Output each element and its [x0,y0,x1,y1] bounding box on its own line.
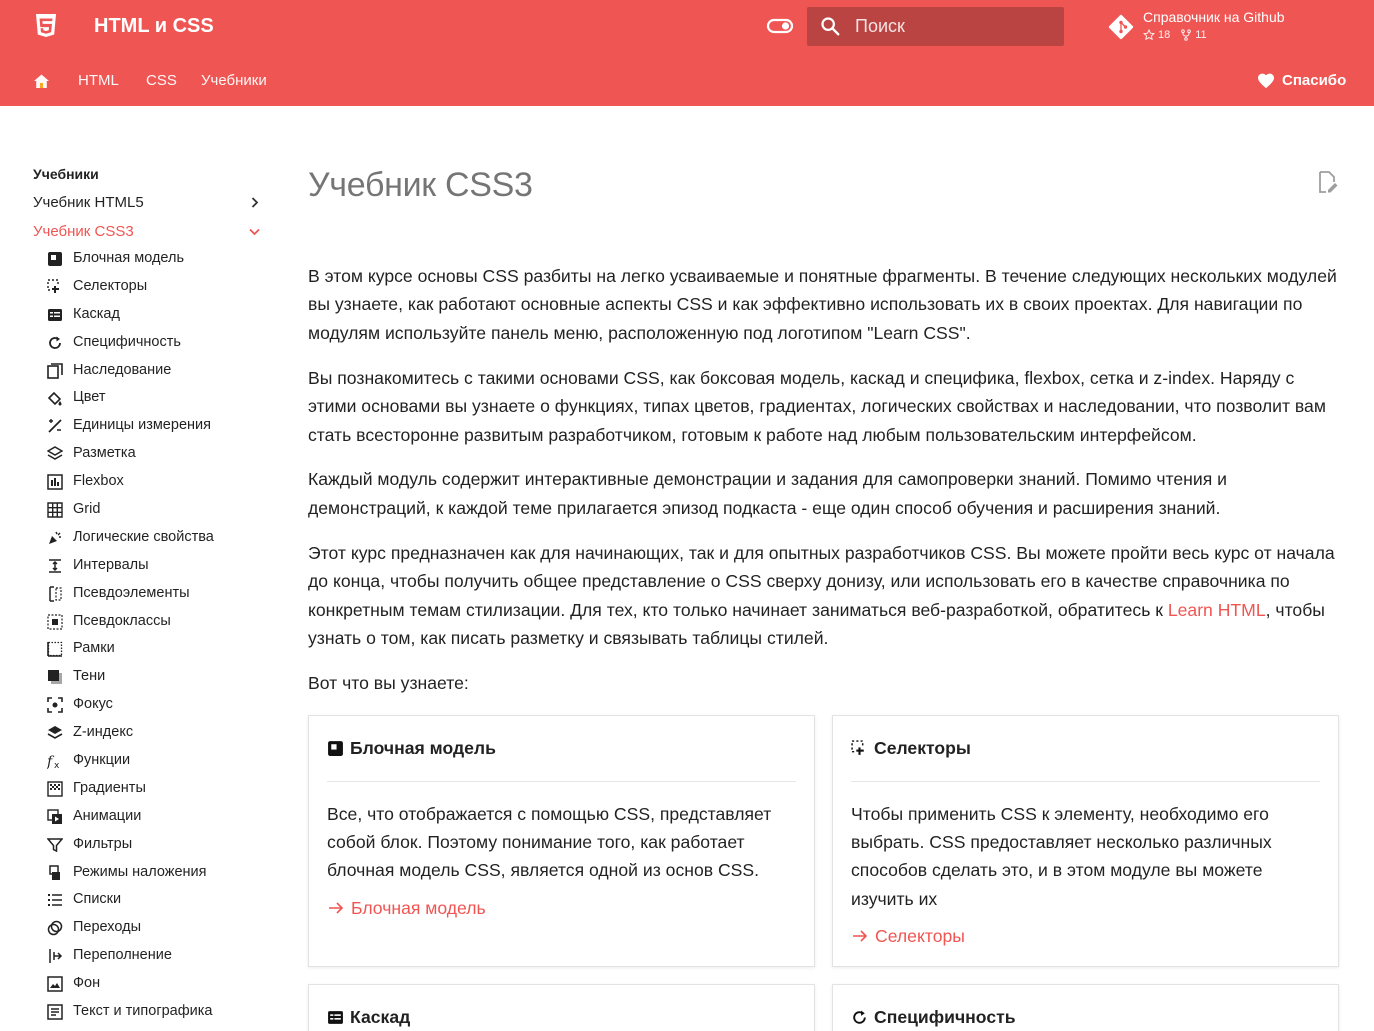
sidebar-item-grid[interactable] [33,496,268,524]
learn-html-link[interactable]: Learn HTML [1167,599,1266,620]
sidebar-item-label: Фильтры [73,835,133,852]
sidebar-item-shadows[interactable] [33,663,268,691]
sidebar-item-color-bucket[interactable] [33,384,268,412]
sidebar-item-selector[interactable] [33,273,268,301]
sidebar-item-layout[interactable] [33,440,268,468]
card-link-selectors[interactable] [851,922,1320,950]
spacing-icon [47,558,63,574]
sidebar-item-blend-modes[interactable] [33,859,268,887]
dark-mode-toggle-icon[interactable] [766,16,794,36]
flexbox-icon [47,474,63,490]
git-icon [1108,14,1134,40]
sidebar-item-label: Фон [73,975,101,992]
sidebar-item-cascade[interactable] [33,301,268,329]
card-body [327,800,796,922]
gradients-icon [47,781,63,797]
sidebar-item-label: Функции [73,752,131,769]
thanks-label: Спасибо [1282,72,1347,89]
sidebar-item-label: Специфичность [73,333,181,350]
sidebar-item-label: Псевдоэлементы [73,584,190,601]
functions-icon [47,753,63,769]
sidebar-heading: Учебники [33,166,99,182]
home-icon[interactable] [33,73,50,90]
sidebar-item-label: Учебник HTML5 [33,194,144,211]
z-index-icon [47,725,63,741]
card-link-label: Селекторы [875,925,965,946]
content-paragraph: В этом курсе основы CSS разбиты на легко усваиваемые и понятные фрагменты. В течение следующих нескольких модулей вы узнаете, как работают основные аспекты CSS и как эффективно использовать их в своих проектах. Для навигации по модулям используйте панель меню, расположенную под логотипом "Learn CSS". [308,266,1337,343]
sidebar-item-label: Наследование [73,361,172,378]
nav-tabs [0,66,1374,96]
grid-icon [47,502,63,518]
sidebar-item-pseudo-classes[interactable] [33,608,268,636]
site-title[interactable]: HTML и CSS [94,15,214,37]
sidebar-item-units[interactable] [33,412,268,440]
paragraph-text: Этот курс предназначен как для начинающих, так и для опытных разработчиков CSS. Вы можете пройти весь курс от начала до конца, чтобы получить общее представление о CSS сверху донизу, или использовать его в качестве справочника по конкретным темам стилизации. Для тех, кто только начинает заниматься веб-разработкой, обратитесь к [308,542,1335,620]
card-title [851,1005,1320,1031]
card-title-text: Селекторы [874,738,971,758]
module-card [832,715,1339,967]
pseudo-elements-icon [47,586,63,602]
card-text: Все, что отображается с помощью CSS, представляет собой блок. Поэтому понимание того, как работает блочная модель CSS, является одной из основ CSS. [327,804,772,881]
arrow-right-icon [327,899,345,917]
sidebar-item-label: Grid [73,501,101,518]
repo-forks [1180,28,1206,42]
sidebar-item-label: Единицы измерения [73,417,211,434]
search-input[interactable] [855,7,1055,46]
card-title-text: Специфичность [874,1007,1016,1027]
sidebar-item-pseudo-elements[interactable] [33,580,268,608]
cascade-icon [327,1009,344,1026]
logical-props-icon [47,530,63,546]
sidebar-item-label: Цвет [73,389,106,406]
header [0,0,1374,106]
sidebar-nav [33,160,268,1026]
content-paragraph: Каждый модуль содержит интерактивные демонстрации и задания для самопроверки знаний. Помимо чтения и демонстраций, к каждой теме прилагается эпизод подкаста - еще один способ обучения и расширения знаний. [308,469,1227,518]
focus-icon [47,697,63,713]
typography-icon [47,1004,63,1020]
sidebar-item-background[interactable] [33,970,268,998]
sidebar-item-z-index[interactable] [33,719,268,747]
sidebar-item-label: Селекторы [73,277,148,294]
svg-text:x: x [54,761,60,770]
module-card [308,984,815,1031]
sidebar-item-flexbox[interactable] [33,468,268,496]
stars-count: 18 [1158,29,1171,41]
arrow-right-icon [851,927,869,945]
sidebar-item-animations[interactable] [33,803,268,831]
sidebar-item-inheritance[interactable] [33,357,268,385]
specificity-icon [851,1009,868,1026]
repo-name: Справочник на Github [1143,9,1285,25]
sidebar-item-label: Анимации [73,807,142,824]
sidebar-item-specificity[interactable] [33,329,268,357]
animations-icon [47,809,63,825]
cascade-icon [47,307,63,323]
selector-icon [47,279,63,295]
sidebar-item-lists[interactable] [33,886,268,914]
fork-icon [1180,29,1192,41]
sidebar-item-label: Z-индекс [73,724,134,741]
css3-module-list [33,245,268,1026]
heart-icon [1257,72,1275,90]
sidebar-item-label: Фокус [73,696,113,713]
sidebar-item-typography[interactable] [33,998,268,1026]
filter-icon [47,837,63,853]
inheritance-icon [47,363,63,379]
card-link-box-model[interactable] [327,894,796,922]
repo-stars [1143,28,1170,42]
box-model-icon [327,740,344,757]
content-paragraph: Вы познакомитесь с такими основами CSS, как боксовая модель, каскад и специфика, flexbox, сетка и z-index. Наряду с этими основами вы узнаете о функциях, типах цветов, градиентах, логических свойствах и наследовании, что позволит вам стать всесторонне развитым разработчиком, готовым к работе над любым пользовательским интерфейсом. [308,367,1326,445]
sidebar-item-label: Списки [73,891,122,908]
sidebar-item-html5-tutorial[interactable] [33,188,268,217]
search-icon [819,15,841,37]
sidebar-item-label: Каскад [73,305,120,322]
content-paragraph [308,539,1340,653]
sidebar-item-overflow[interactable] [33,942,268,970]
sidebar-item-label: Текст и типографика [73,1003,213,1020]
card-body [851,800,1320,950]
tab-html[interactable]: HTML [78,72,119,89]
color-bucket-icon [47,390,63,406]
module-card [308,715,815,967]
sidebar-item-spacing[interactable] [33,552,268,580]
pseudo-classes-icon [47,614,63,630]
github-repo-link[interactable] [1108,6,1358,46]
shadows-icon [47,669,63,685]
sidebar-item-label: Псевдоклассы [73,612,171,629]
sidebar-item-label: Переходы [73,919,142,936]
sidebar-item-focus[interactable] [33,691,268,719]
sidebar-item-gradients[interactable] [33,775,268,803]
page-title: Учебник CSS3 [308,166,533,204]
main-content [308,160,1340,714]
svg-text:f: f [47,754,53,770]
blend-modes-icon [47,865,63,881]
sidebar-item-filter[interactable] [33,831,268,859]
card-title [327,1005,796,1031]
card-title [327,736,796,782]
lists-icon [47,892,63,908]
sidebar-item-transitions[interactable] [33,914,268,942]
sidebar-item-label: Блочная модель [73,250,185,266]
sidebar-item-label: Режимы наложения [73,863,207,880]
sidebar-item-label: Рамки [73,640,115,657]
background-icon [47,976,63,992]
star-icon [1143,29,1155,41]
sidebar-item-borders[interactable] [33,635,268,663]
sidebar-item-label: Тени [73,668,106,685]
sidebar-item-label: Логические свойства [73,528,214,545]
sidebar-item-label: Переполнение [73,947,172,964]
chevron-down-icon[interactable] [247,224,262,239]
sidebar-item-css3-tutorial[interactable] [33,217,268,246]
paragraph-text: , чтобы узнать о том, как писать разметку и связывать таблицы стилей. [308,599,1325,648]
tab-tutorials[interactable]: Учебники [201,72,267,89]
card-title [851,736,1320,782]
forks-count: 11 [1195,29,1207,41]
search-box[interactable] [807,7,1064,46]
borders-icon [47,641,63,657]
sidebar-item-functions[interactable] [33,747,268,775]
selector-icon [851,740,868,757]
card-text: Чтобы применить CSS к элементу, необходимо его выбрать. CSS предоставляет несколько различных способов сделать это, и в этом модуле вы можете изучить их [851,804,1272,909]
box-model-icon [47,251,63,267]
transitions-icon [47,920,63,936]
units-icon [47,418,63,434]
layout-icon [47,446,63,462]
sidebar-item-label: Интервалы [73,556,149,573]
tab-css[interactable]: CSS [146,72,177,89]
thanks-button[interactable] [1257,72,1346,90]
module-card [832,984,1339,1031]
sidebar-item-box-model[interactable] [33,245,268,273]
sidebar-item-label: Учебник CSS3 [33,223,134,240]
card-link-label: Блочная модель [351,897,486,918]
content-intro: Вот что вы узнаете: [308,672,469,693]
html5-logo-icon[interactable] [35,14,57,38]
sidebar-item-label: Разметка [73,445,136,462]
repo-facts [1143,28,1207,42]
sidebar-item-label: Flexbox [73,473,124,490]
specificity-icon [47,335,63,351]
chevron-right-icon[interactable] [247,195,262,210]
sidebar-item-logical-props[interactable] [33,524,268,552]
card-title-text: Каскад [350,1007,411,1027]
overflow-icon [47,948,63,964]
sidebar-item-label: Градиенты [73,779,146,796]
card-title-text: Блочная модель [350,738,496,758]
